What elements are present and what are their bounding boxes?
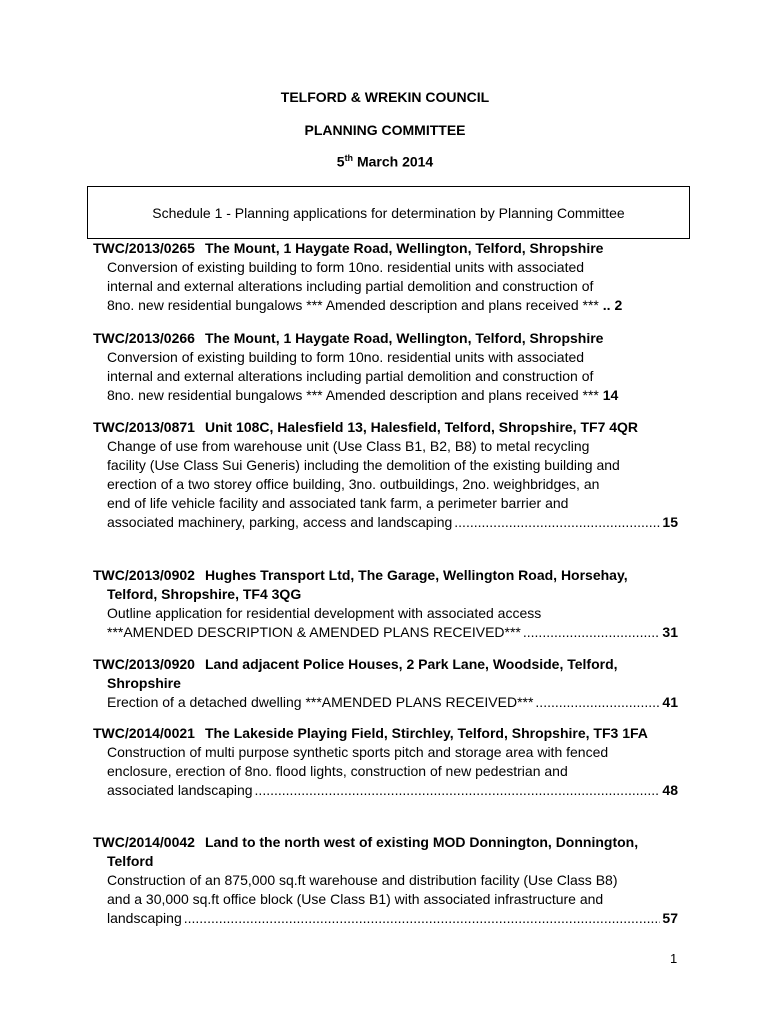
description-line: Outline application for residential development with associated access	[107, 605, 542, 621]
application-address: Unit 108C, Halesfield 13, Halesfield, Telford, Shropshire, TF7 4QR	[204, 419, 639, 435]
application-ref: TWC/2013/0871	[93, 419, 195, 435]
page-ref: 2	[614, 297, 623, 313]
description-line: 8no. new residential bungalows *** Amended description and plans received *** 14	[107, 387, 619, 403]
description-line: enclosure, erection of 8no. flood lights, construction of new pedestrian and	[107, 763, 568, 779]
application-entry	[93, 329, 678, 405]
application-ref: TWC/2013/0265	[93, 240, 195, 256]
application-heading	[93, 724, 678, 743]
application-description	[93, 348, 678, 405]
dot-leader	[255, 781, 661, 800]
application-address: Hughes Transport Ltd, The Garage, Wellington Road, Horsehay, Telford, Shropshire, TF4 3QG	[107, 567, 628, 602]
description-line: 8no. new residential bungalows *** Amended description and plans received *** .. 2	[107, 297, 623, 313]
application-address: The Mount, 1 Haygate Road, Wellington, Telford, Shropshire	[204, 240, 604, 256]
application-ref: TWC/2013/0920	[93, 656, 195, 672]
page-ref: 48	[662, 782, 678, 798]
page-ref: 31	[662, 624, 678, 640]
application-ref: TWC/2013/0902	[93, 567, 195, 583]
dot-leader	[535, 693, 660, 712]
page-ref: 41	[662, 694, 678, 710]
application-description	[93, 743, 678, 800]
council-title: TELFORD & WREKIN COUNCIL	[280, 89, 490, 105]
dot-leader	[184, 909, 661, 928]
description-line: associated landscaping ..... 48	[107, 781, 678, 800]
page-ref: 15	[662, 514, 678, 530]
description-line: facility (Use Class Sui Generis) including the demolition of the existing building and	[107, 457, 620, 473]
application-entry	[93, 833, 678, 928]
application-heading	[93, 329, 678, 348]
application-entry	[93, 655, 678, 712]
dot-leader	[523, 623, 661, 642]
description-line: end of life vehicle facility and associated tank farm, a perimeter barrier and	[107, 495, 569, 511]
application-entry	[93, 418, 678, 532]
dot-leader: ..	[598, 297, 611, 313]
application-description	[93, 604, 678, 642]
application-address: Land to the north west of existing MOD Donnington, Donnington, Telford	[107, 834, 639, 869]
meeting-date: 5th March 2014	[336, 153, 434, 170]
application-ref: TWC/2014/0021	[93, 725, 195, 741]
schedule-title: Schedule 1 - Planning applications for determination by Planning Committee	[152, 205, 625, 221]
description-line: and a 30,000 sq.ft office block (Use Class B1) with associated infrastructure and	[107, 891, 604, 907]
application-address: Land adjacent Police Houses, 2 Park Lane, Woodside, Telford, Shropshire	[107, 656, 618, 691]
description-line: Change of use from warehouse unit (Use Class B1, B2, B8) to metal recycling	[107, 438, 590, 454]
application-heading	[93, 418, 678, 437]
description-line: Conversion of existing building to form 10no. residential units with associated	[107, 259, 585, 275]
description-line: internal and external alterations including partial demolition and construction of	[107, 368, 594, 384]
committee-title: PLANNING COMMITTEE	[304, 122, 466, 138]
application-ref: TWC/2013/0266	[93, 330, 195, 346]
description-line: Construction of an 875,000 sq.ft warehouse and distribution facility (Use Class B8)	[107, 872, 618, 888]
application-heading	[93, 655, 678, 693]
application-description	[93, 693, 678, 712]
description-line: Erection of a detached dwelling ***AMENDED PLANS RECEIVED*** ..... 41	[107, 693, 678, 712]
page-number: 1	[670, 951, 678, 966]
description-line: internal and external alterations including partial demolition and construction of	[107, 278, 594, 294]
page-ref: 14	[602, 387, 619, 403]
description-line: Construction of multi purpose synthetic sports pitch and storage area with fenced	[107, 744, 609, 760]
application-entry	[93, 239, 678, 315]
schedule-title-box	[87, 186, 690, 239]
page-ref: 57	[662, 910, 678, 926]
description-line: associated machinery, parking, access and landscaping ..... 15	[107, 513, 678, 532]
application-description	[93, 258, 678, 315]
application-heading	[93, 566, 678, 604]
application-entry	[93, 566, 678, 642]
application-heading	[93, 239, 678, 258]
application-description	[93, 871, 678, 928]
description-line: ***AMENDED DESCRIPTION & AMENDED PLANS RECEIVED*** ..... 31	[107, 623, 678, 642]
description-line: erection of a two storey office building, 3no. outbuildings, 2no. weighbridges, an	[107, 476, 600, 492]
application-address: The Mount, 1 Haygate Road, Wellington, Telford, Shropshire	[204, 330, 604, 346]
application-entry	[93, 724, 678, 800]
dot-leader	[454, 513, 660, 532]
application-description	[93, 437, 678, 532]
application-address: The Lakeside Playing Field, Stirchley, Telford, Shropshire, TF3 1FA	[204, 725, 648, 741]
description-line: landscaping ..... 57	[107, 909, 678, 928]
application-heading	[93, 833, 678, 871]
application-ref: TWC/2014/0042	[93, 834, 195, 850]
description-line: Conversion of existing building to form 10no. residential units with associated	[107, 349, 585, 365]
